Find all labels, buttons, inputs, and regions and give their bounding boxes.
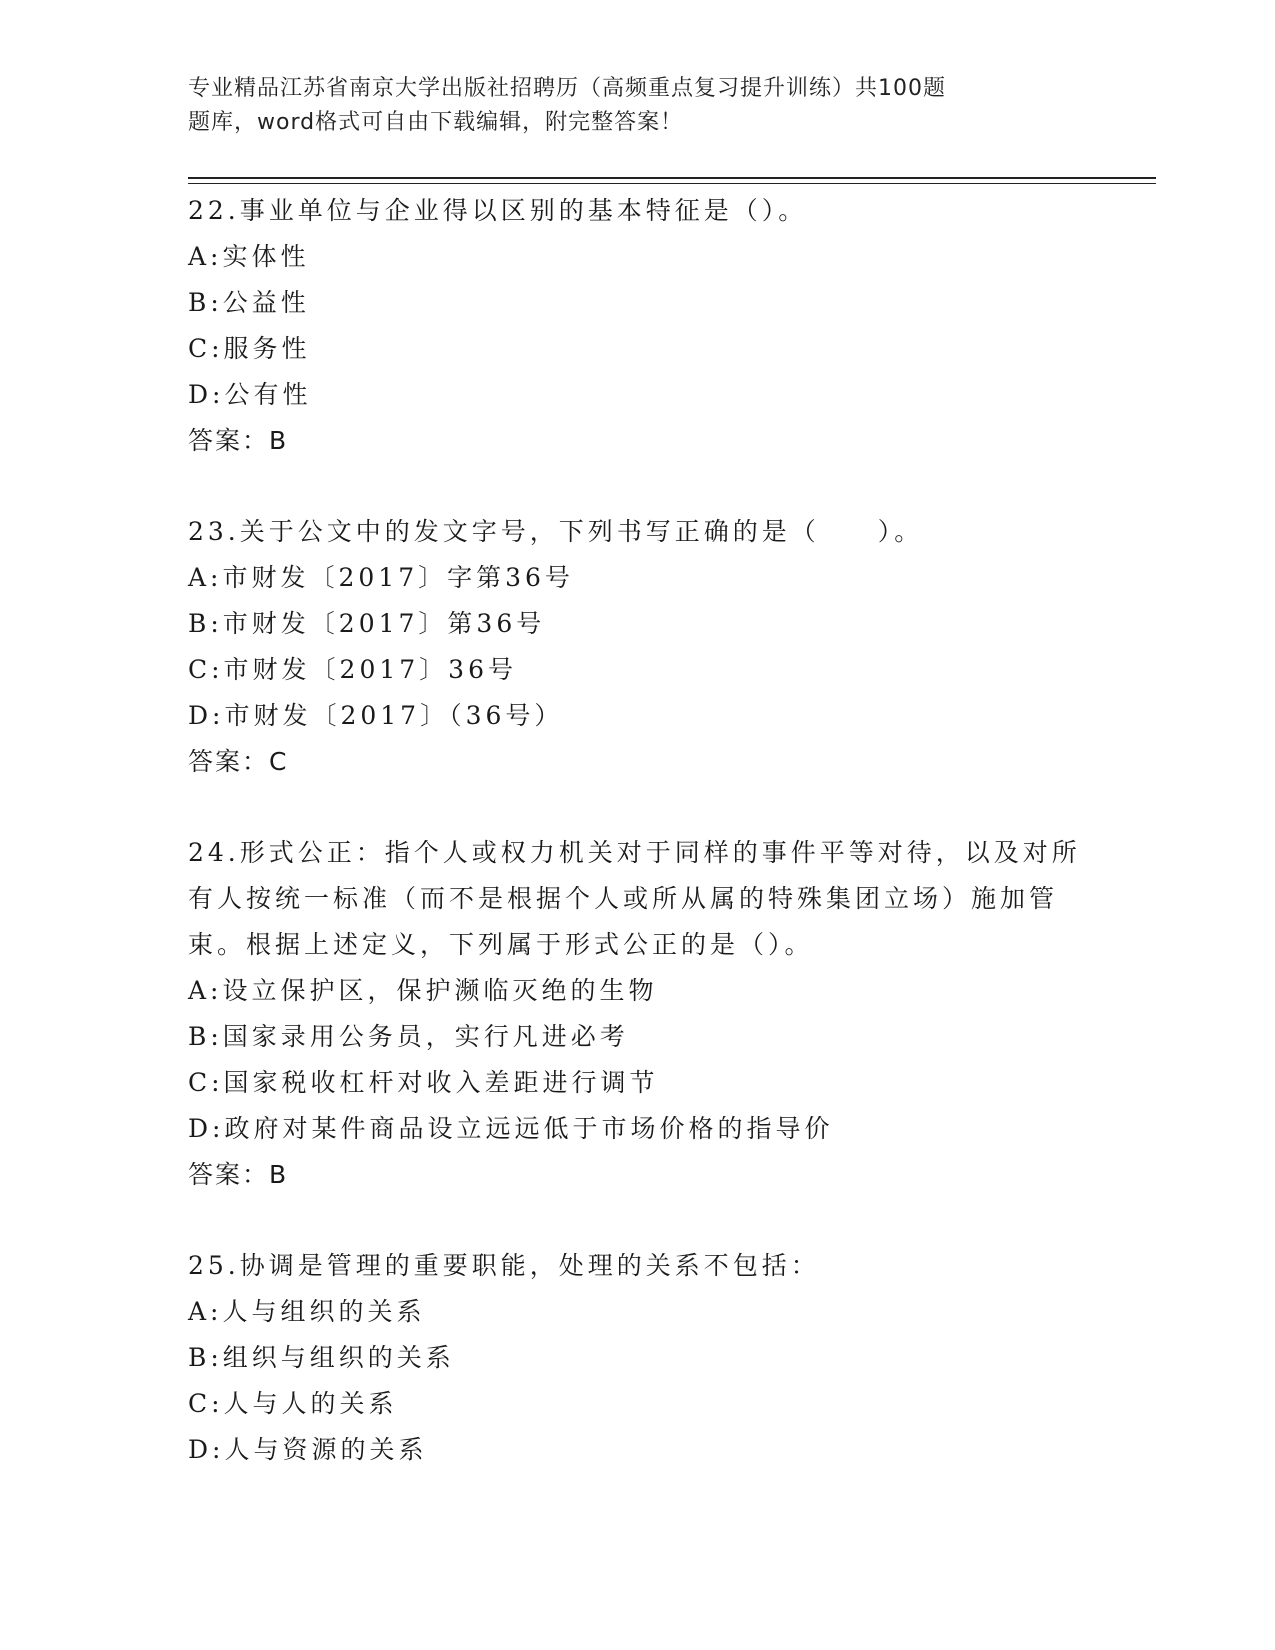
option-a: A:人与组织的关系 — [188, 1297, 426, 1326]
header-divider-thin — [188, 183, 1156, 184]
question-24 — [188, 830, 1088, 1198]
option-c: C:人与人的关系 — [188, 1389, 398, 1418]
option-d: D:政府对某件商品设立远远低于市场价格的指导价 — [188, 1114, 834, 1143]
question-23 — [188, 509, 1088, 785]
question-stem-line-1: 24.形式公正：指个人或权力机关对于同样的事件平等对待，以及对所 — [188, 838, 1081, 867]
question-22 — [188, 188, 1088, 464]
question-stem-line-2: 有人按统一标准（而不是根据个人或所从属的特殊集团立场）施加管 — [188, 884, 1059, 913]
answer: 答案：B — [188, 426, 289, 455]
option-a: A:设立保护区，保护濒临灭绝的生物 — [188, 976, 658, 1005]
question-stem-line-3: 束。根据上述定义，下列属于形式公正的是（）。 — [188, 930, 814, 959]
header-divider — [188, 177, 1156, 179]
header-line-2: 题库，word格式可自由下载编辑，附完整答案！ — [188, 110, 684, 135]
header-line-1: 专业精品江苏省南京大学出版社招聘历（高频重点复习提升训练）共100题 — [188, 76, 946, 101]
option-d: D:人与资源的关系 — [188, 1435, 428, 1464]
option-b: B:公益性 — [188, 288, 310, 317]
option-b: B:国家录用公务员，实行凡进必考 — [188, 1022, 629, 1051]
option-c: C:市财发〔2017〕36号 — [188, 655, 517, 684]
option-a: A:实体性 — [188, 242, 310, 271]
option-d: D:公有性 — [188, 380, 312, 409]
option-b: B:组织与组织的关系 — [188, 1343, 455, 1372]
answer: 答案：C — [188, 747, 289, 776]
option-c: C:服务性 — [188, 334, 311, 363]
document-header — [188, 72, 1048, 140]
question-stem: 25.协调是管理的重要职能，处理的关系不包括： — [188, 1251, 820, 1280]
question-stem: 22.事业单位与企业得以区别的基本特征是（）。 — [188, 196, 808, 225]
option-a: A:市财发〔2017〕字第36号 — [188, 563, 574, 592]
answer: 答案：B — [188, 1160, 289, 1189]
question-25 — [188, 1243, 1088, 1473]
question-stem: 23.关于公文中的发文字号，下列书写正确的是（ ）。 — [188, 517, 924, 546]
option-b: B:市财发〔2017〕第36号 — [188, 609, 546, 638]
option-d: D:市财发〔2017〕（36号） — [188, 701, 564, 730]
option-c: C:国家税收杠杆对收入差距进行调节 — [188, 1068, 659, 1097]
